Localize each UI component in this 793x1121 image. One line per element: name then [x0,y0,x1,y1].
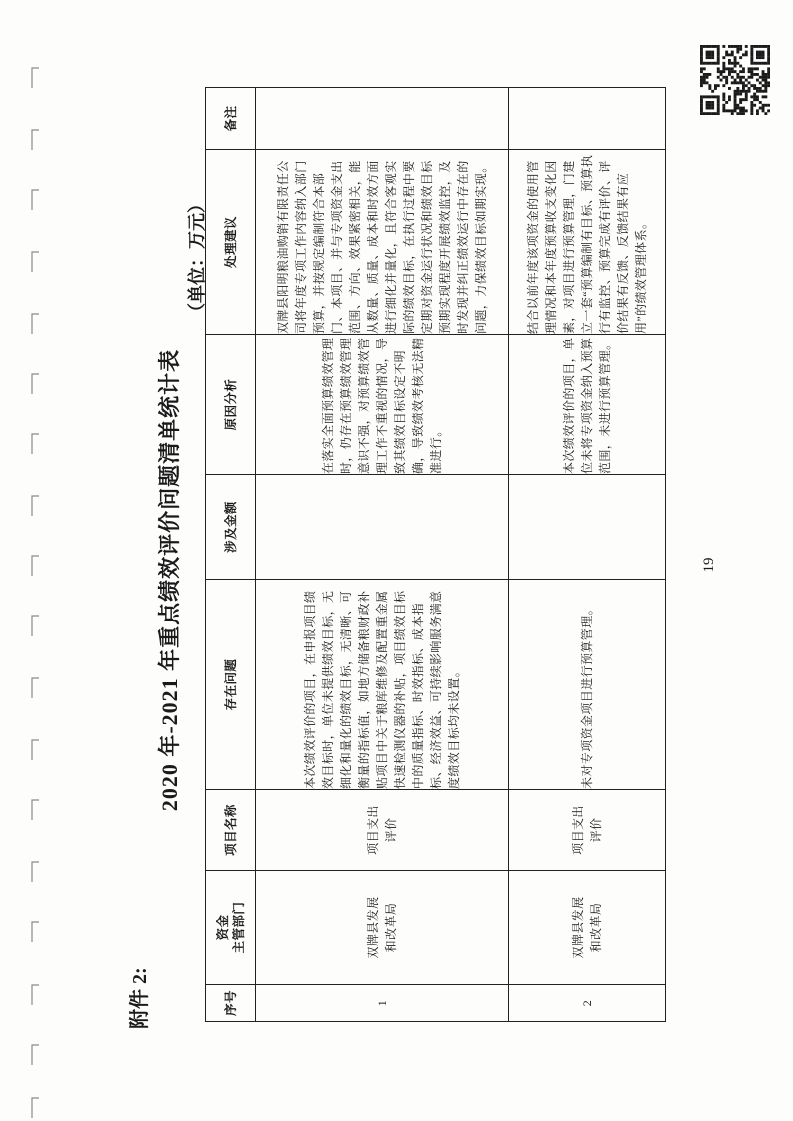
cell-seq: 2 [509,985,666,1022]
cell-problem: 本次绩效评价的项目，在申报项目绩效目标时，单位未提供绩效目标，无细化和量化的绩效目标，无清晰、可衡量的指标值，如地方储备粮财政补贴项目中关于粮库维修及配置重金属快速检测仪器的补贴，项目绩效目标中的质量指标、时效指标、成本指标、经济效益、可持续影响服务满意度绩效目标均未设置。 [256,580,509,790]
cell-amount [509,475,666,580]
cell-remark [256,88,509,150]
table-row [509,88,666,1022]
header-cause: 原因分析 [206,335,256,475]
cell-department-line: 和改革局 [589,902,603,953]
header-department [206,871,256,985]
page-title: 2020 年-2021 年重点绩效评价问题清单统计表 [157,348,182,812]
cell-cause: 本次绩效评价的项目，单位未将专项资金纳入预算范围，未进行预算管理。 [509,335,666,475]
cell-remark [509,88,666,150]
table-header-row [206,88,256,1022]
cell-project-line: 项目支出 [571,805,585,855]
cell-amount [256,475,509,580]
cell-project-line: 评价 [384,817,398,843]
cell-department [509,871,666,985]
unit-label: （单位：万元） [187,195,207,321]
cell-project [256,790,509,871]
page-number: 19 [701,557,717,573]
header-department-line: 主管部门 [231,901,246,954]
cell-department [256,871,509,985]
cell-suggestion: 双牌县阳明粮油购销有限责任公司将年度专项工作内容纳入部门预算，并按规定编制符合本部门、本项目、并与专项资金支出范围、方向、效果紧密相关，能从数量、质量、成本和时效方面进行细化并量化，且符合客观实际的绩效目标，在执行过程中要定期对资金运行状况和绩效目标预期实现程度开展绩效监控，及时发现并纠正绩效运行中存在的问题，力保绩效目标如期实现。 [256,150,509,335]
cell-suggestion: 结合以前年度该项资金的使用管理情况和本年度预算收支变化因素，对项目进行预算管理，门建立一套“预算编制有目标、预算执行有监控、预算完成有评价、评价结果有反馈、反馈结果有应用”的绩效管理体系。 [509,150,666,335]
cell-project-line: 评价 [589,817,603,843]
cell-seq: 1 [256,985,509,1022]
header-project: 项目名称 [206,790,256,871]
header-amount: 涉及金额 [206,475,256,580]
cell-project-line: 项目支出 [366,805,380,855]
problem-list-table [205,87,666,1022]
cell-cause: 在落实全面预算绩效管理时，仍存在预算绩效管理意识不强，对预算绩效管理工作不重视的情况，导致其绩效目标设定不明确，导致绩效考核无法精准进行。 [256,335,509,475]
table-row [256,88,509,1022]
cell-department-line: 双牌县发展 [571,896,585,959]
header-remark: 备注 [206,88,256,150]
cell-project [509,790,666,871]
header-problem: 存在问题 [206,580,256,790]
cell-department-line: 双牌县发展 [366,896,380,959]
header-department-line: 资金 [215,914,230,941]
cell-problem: 未对专项资金项目进行预算管理。 [509,580,666,790]
header-seq: 序号 [206,985,256,1022]
cell-department-line: 和改革局 [384,902,398,953]
attachment-label: 附件 2: [129,967,151,1029]
header-suggestion: 处理建议 [206,150,256,335]
